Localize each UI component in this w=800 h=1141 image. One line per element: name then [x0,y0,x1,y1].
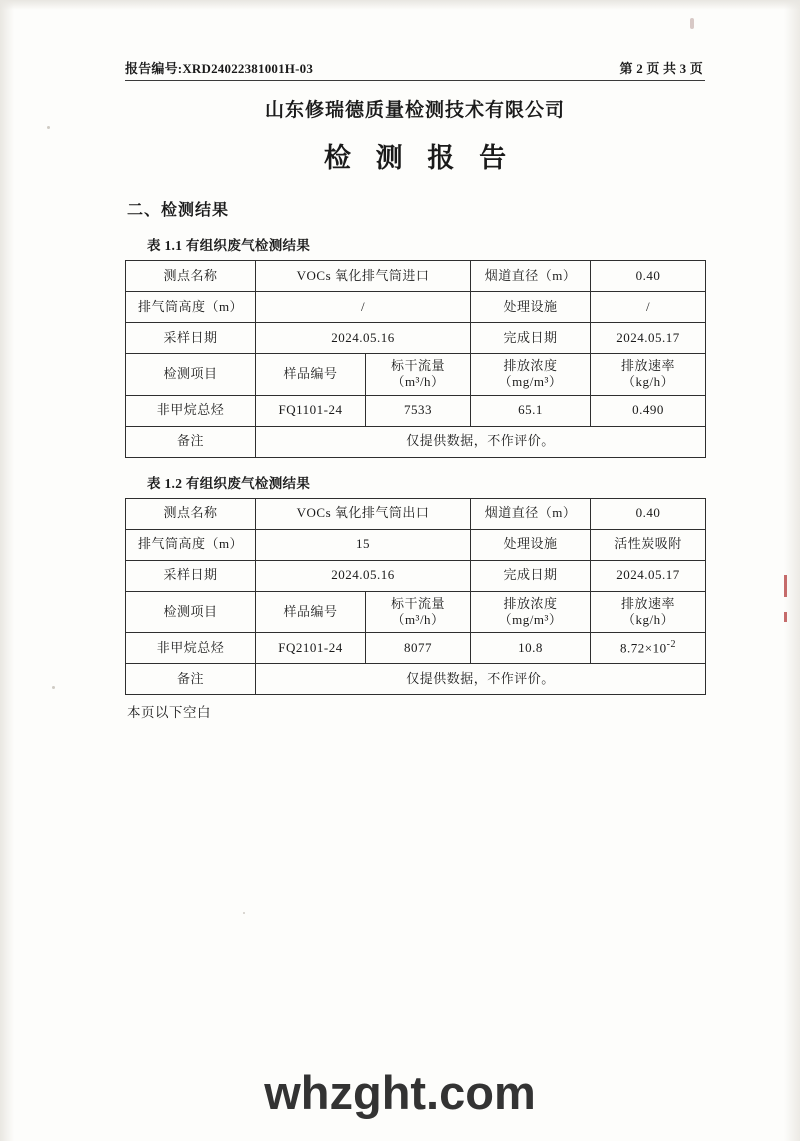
cell-rate: 0.490 [591,395,706,426]
col-header-flow-line2: （m³/h） [391,374,445,390]
edge-red-mark [784,575,787,597]
page-number: 第 2 页 共 3 页 [619,61,703,76]
cell-label: 烟道直径（m） [471,261,591,292]
col-header-rate [591,354,706,396]
cell-remark-value: 仅提供数据，不作评价。 [256,664,706,695]
table-1-1 [125,260,706,458]
cell-label-remark: 备注 [126,664,256,695]
table-row [126,664,706,695]
cell-value: 2024.05.17 [591,560,706,591]
cell-label: 完成日期 [471,323,591,354]
scan-speck [690,18,694,29]
col-header-concentration-line2: （mg/m³） [498,374,563,390]
col-header-flow-line1: 标干流量 [391,595,446,611]
blank-page-note: 本页以下空白 [127,705,211,720]
col-header-flow [366,354,471,396]
header-divider [125,80,705,81]
cell-flow: 8077 [366,633,471,664]
cell-label: 完成日期 [471,560,591,591]
col-header-concentration [471,591,591,633]
cell-value: / [256,292,471,323]
table-row [126,323,706,354]
cell-value: VOCs 氧化排气筒出口 [256,498,471,529]
cell-label: 排气筒高度（m） [126,529,256,560]
table-header-row [126,354,706,396]
cell-rate [591,633,706,664]
col-header-concentration [471,354,591,396]
cell-value: VOCs 氧化排气筒进口 [256,261,471,292]
cell-value: 2024.05.17 [591,323,706,354]
cell-label: 烟道直径（m） [471,498,591,529]
cell-value: 0.40 [591,498,706,529]
cell-item-name: 非甲烷总烃 [126,633,256,664]
document-content [125,58,705,721]
col-header-rate-line1: 排放速率 [621,595,676,611]
cell-concentration: 65.1 [471,395,591,426]
cell-flow: 7533 [366,395,471,426]
scan-edge-top [0,0,800,10]
table-1-2 [125,498,706,696]
cell-value: 活性炭吸附 [591,529,706,560]
table-row [126,426,706,457]
section-heading: 二、检测结果 [127,202,230,219]
table-row [126,498,706,529]
cell-value: 2024.05.16 [256,560,471,591]
edge-red-mark [784,612,787,622]
scan-edge-right [784,0,800,1141]
col-header-item: 检测项目 [126,354,256,396]
table-1-1-caption: 表 1.1 有组织废气检测结果 [147,238,311,253]
cell-label: 排气筒高度（m） [126,292,256,323]
col-header-item: 检测项目 [126,591,256,633]
cell-label: 处理设施 [471,292,591,323]
col-header-concentration-line2: （mg/m³） [498,611,563,627]
cell-label: 测点名称 [126,498,256,529]
cell-sample-no: FQ2101-24 [256,633,366,664]
table-row [126,292,706,323]
col-header-concentration-line1: 排放浓度 [503,595,558,611]
col-header-rate-line2: （kg/h） [621,374,675,390]
watermark: whzght.com [264,1066,536,1119]
scan-edge-left [0,0,14,1141]
cell-rate-base: 8.72×10 [620,640,667,656]
col-header-sample-no: 样品编号 [256,591,366,633]
cell-value: 15 [256,529,471,560]
cell-item-name: 非甲烷总烃 [126,395,256,426]
document-title: 检 测 报 告 [323,143,516,173]
cell-label-remark: 备注 [126,426,256,457]
report-number: 报告编号:XRD24022381001H-03 [125,61,314,76]
scan-speck [52,686,55,689]
table-row [126,261,706,292]
page-header [125,58,705,77]
table-row [126,529,706,560]
cell-remark-value: 仅提供数据，不作评价。 [256,426,706,457]
cell-sample-no: FQ1101-24 [256,395,366,426]
table-1-2-caption: 表 1.2 有组织废气检测结果 [147,475,311,491]
cell-value: 2024.05.16 [256,323,471,354]
col-header-concentration-line1: 排放浓度 [503,358,558,373]
col-header-flow-line2: （m³/h） [391,611,445,627]
col-header-flow [366,591,471,633]
cell-label: 测点名称 [126,261,256,292]
table-row [126,395,706,426]
cell-rate-exponent: -2 [666,639,676,651]
table-row [126,560,706,591]
table-row [126,633,706,664]
scan-speck [47,126,50,129]
col-header-sample-no: 样品编号 [256,354,366,396]
col-header-rate-line2: （kg/h） [621,611,675,627]
cell-label: 处理设施 [471,529,591,560]
scan-speck [243,912,245,914]
table-header-row [126,591,706,633]
col-header-rate [591,591,706,633]
col-header-flow-line1: 标干流量 [391,358,446,373]
cell-concentration: 10.8 [471,633,591,664]
col-header-rate-line1: 排放速率 [621,358,676,373]
cell-label: 采样日期 [126,323,256,354]
cell-value: / [591,292,706,323]
cell-label: 采样日期 [126,560,256,591]
cell-value: 0.40 [591,261,706,292]
company-name: 山东修瑞德质量检测技术有限公司 [264,100,565,121]
